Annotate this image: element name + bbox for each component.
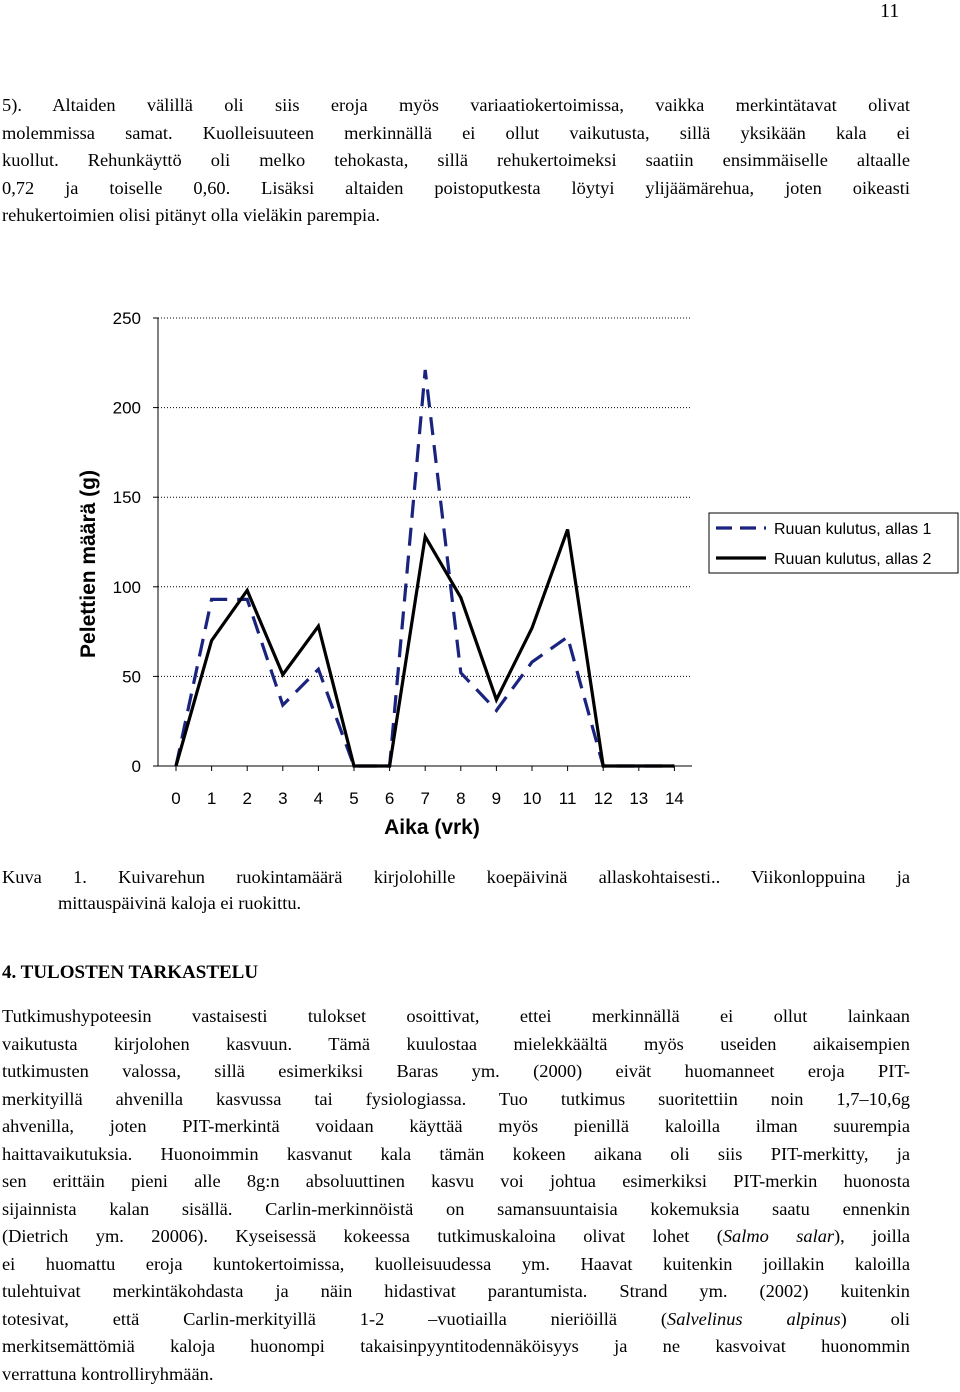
text-line: sen erittäin pieni alle 8g:n absoluuttinen kasvu voi johtua esimerkiksi PIT-merkin huonosta <box>2 1171 910 1191</box>
y-tick-label: 50 <box>122 667 141 687</box>
x-tick-label: 9 <box>491 789 502 808</box>
text-line: vaikutusta kirjolohen kasvuun. Tämä kuulostaa mielekkäältä myös useiden aikaisempien <box>2 1033 910 1054</box>
x-tick-label: 14 <box>664 789 684 808</box>
x-tick-label: 5 <box>349 789 359 808</box>
line-chart <box>0 296 960 846</box>
text-line: tulehtuivat merkintäkohdasta ja näin hidastivat parantumista. Strand ym. (2002) kuitenkin <box>2 1281 910 1301</box>
text-line: ahvenilla, joten PIT-merkintä voidaan käyttää myös pienillä kaloilla ilman suurempia <box>2 1116 910 1136</box>
x-tick-label: 6 <box>384 789 395 808</box>
figure-caption <box>2 864 910 916</box>
x-tick-label: 8 <box>456 789 466 808</box>
legend-label: Ruuan kulutus, allas 1 <box>774 521 932 538</box>
x-tick-label: 13 <box>629 789 649 808</box>
text-line: verrattuna kontrolliryhmään. <box>2 1363 214 1384</box>
x-tick-label: 1 <box>206 789 217 808</box>
body-paragraph <box>2 1003 910 1388</box>
text-line: ei huomattu eroja kuntokertoimissa, kuolleisuudessa ym. Haavat kuitenkin joillakin kaloilla <box>2 1253 910 1274</box>
series-line-1 <box>176 370 674 766</box>
caption-line: Kuva 1. Kuivarehun ruokintamäärä kirjolohille koepäivinä allaskohtaisesti.. Viikonloppuina ja <box>2 867 910 887</box>
x-tick-label: 0 <box>171 789 181 808</box>
x-tick-label: 10 <box>522 789 542 808</box>
x-tick-label: 11 <box>558 789 577 808</box>
text-line: (Dietrich ym. 20006). Kyseisessä kokeessa tutkimuskaloina olivat lohet (Salmo salar), joilla <box>2 1226 910 1246</box>
feed-consumption-chart <box>0 296 960 846</box>
legend <box>709 513 958 573</box>
text-line: 0,72 ja toiselle 0,60. Lisäksi altaiden poistoputkesta löytyi ylijäämärehua, joten oikeasti <box>2 177 910 198</box>
caption-line: mittauspäivinä kaloja ei ruokittu. <box>58 893 302 913</box>
y-tick-label: 150 <box>112 488 141 508</box>
text-line: sijainnista kalan sisällä. Carlin-merkinnöistä on samansuuntaisia kokemuksia saatu ennenkin <box>2 1198 910 1219</box>
text-line: merkitsemättömiä kaloja huonompi takaisinpyyntitodennäköisyys ja ne kasvoivat huonommin <box>2 1336 910 1356</box>
text-line: molemmissa samat. Kuolleisuuteen merkinnällä ei ollut vaikutusta, sillä yksikään kala ei <box>2 122 910 143</box>
text-line: Tutkimushypoteesin vastaisesti tulokset osoittivat, ettei merkinnällä ei ollut lainkaan <box>2 1006 910 1026</box>
page-number: 11 <box>880 0 900 22</box>
y-tick-label: 100 <box>112 577 141 597</box>
text-line: kuollut. Rehunkäyttö oli melko tehokasta, sillä rehukertoimeksi saatiin ensimmäiselle altaalle <box>2 150 910 170</box>
text-line: totesivat, että Carlin-merkityillä 1-2 –vuotiailla nieriöillä (Salvelinus alpinus) oli <box>2 1308 910 1329</box>
series-line-2 <box>176 529 674 766</box>
x-axis-title: Aika (vrk) <box>384 816 480 839</box>
y-tick-label: 250 <box>112 309 141 328</box>
legend-label: Ruuan kulutus, allas 2 <box>774 551 932 568</box>
x-tick-label: 4 <box>313 789 324 808</box>
text-line: tutkimusten valossa, sillä esimerkiksi Baras ym. (2000) eivät huomanneet eroja PIT- <box>2 1061 910 1081</box>
text-line: merkityillä ahvenilla kasvussa tai fysiologiassa. Tuo tutkimus suoritettiin noin 1,7–10,6g <box>2 1088 910 1109</box>
x-tick-label: 3 <box>278 789 288 808</box>
y-tick-label: 0 <box>131 757 141 776</box>
text-line: haittavaikutuksia. Huonoimmin kasvanut kala tämän kokeen aikana oli siis PIT-merkitty, ja <box>2 1143 910 1164</box>
y-tick-label: 200 <box>112 398 141 418</box>
x-tick-label: 2 <box>242 789 252 808</box>
text-line: rehukertoimien olisi pitänyt olla vieläkin parempia. <box>2 205 380 225</box>
x-tick-label: 7 <box>420 789 430 808</box>
intro-paragraph <box>2 92 910 230</box>
x-tick-label: 12 <box>593 789 613 808</box>
y-axis-title: Pelettien määrä (g) <box>77 470 100 658</box>
text-line: 5). Altaiden välillä oli siis eroja myös variaatiokertoimissa, vaikka merkintätavat olivat <box>2 95 910 115</box>
section-heading: 4. TULOSTEN TARKASTELU <box>2 962 259 983</box>
